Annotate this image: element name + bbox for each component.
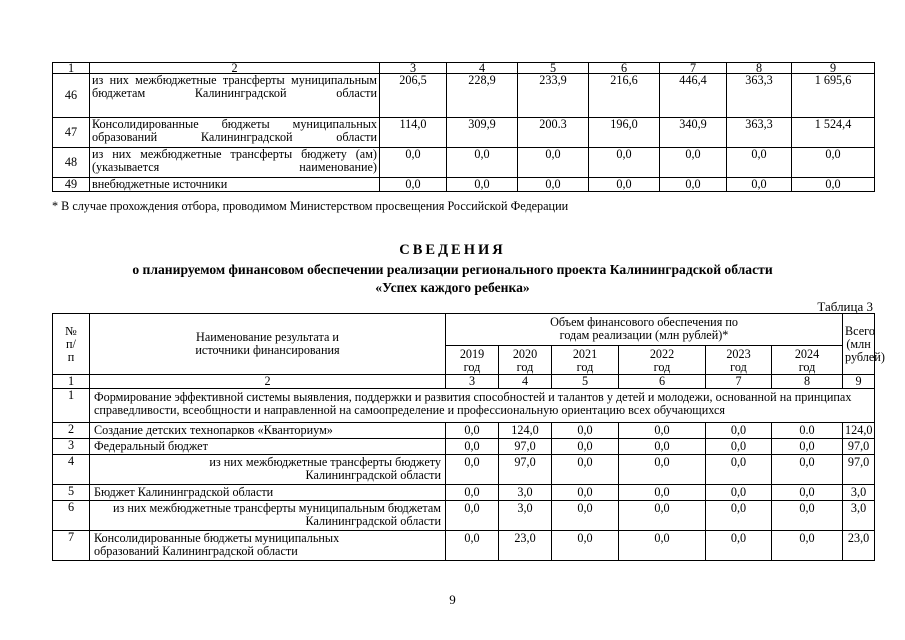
- value-cell: 0,0: [727, 178, 792, 192]
- value-cell: 0,0: [706, 531, 772, 561]
- value-cell: 0,0: [589, 178, 660, 192]
- row-name: Консолидированные бюджеты муниципальных образований Калининградской области: [90, 118, 380, 148]
- table-header-row: [53, 63, 875, 74]
- value-cell: 233,9: [518, 74, 589, 118]
- section-subtitle: о планируемом финансовом обеспечении реализации регионального проекта Калининградской области: [132, 262, 773, 277]
- value-cell: 0,0: [552, 501, 619, 531]
- column-header-num: № п/п: [53, 314, 90, 375]
- value-cell: 3,0: [499, 485, 552, 501]
- value-cell: 0,0: [552, 485, 619, 501]
- year-header: 2023 год: [706, 346, 772, 375]
- section-title: СВЕДЕНИЯ: [399, 242, 506, 258]
- table-3: [52, 313, 885, 561]
- value-cell: 0,0: [772, 531, 843, 561]
- value-cell: 363,3: [727, 74, 792, 118]
- table-row: [53, 389, 875, 423]
- column-header-name: Наименование результата и источники финансирования: [90, 314, 446, 375]
- value-cell: 0,0: [706, 485, 772, 501]
- value-cell: 0,0: [706, 501, 772, 531]
- index-cell: 7: [706, 375, 772, 389]
- table-label: Таблица 3: [817, 299, 873, 314]
- value-cell: 0,0: [706, 423, 772, 439]
- value-cell: 1 524,4: [792, 118, 875, 148]
- value-cell: 0,0: [792, 178, 875, 192]
- index-cell: 6: [619, 375, 706, 389]
- row-name: из них межбюджетные трансферты бюджету Калининградской области: [90, 455, 446, 485]
- row-number: 47: [53, 118, 90, 148]
- header-cell: 7: [660, 63, 727, 74]
- value-cell: 0,0: [446, 485, 499, 501]
- value-cell: 0,0: [792, 148, 875, 178]
- header-cell: 3: [380, 63, 447, 74]
- value-cell: 228,9: [447, 74, 518, 118]
- year-header: 2020 год: [499, 346, 552, 375]
- value-cell: 0,0: [552, 455, 619, 485]
- value-cell: 0,0: [552, 439, 619, 455]
- value-cell: 0,0: [518, 178, 589, 192]
- row-number: 49: [53, 178, 90, 192]
- row-number: 5: [53, 485, 90, 501]
- table-row: [53, 501, 875, 531]
- table-row: [53, 74, 875, 118]
- row-number: 3: [53, 439, 90, 455]
- value-cell: 97,0: [499, 439, 552, 455]
- table-row: [53, 455, 875, 485]
- row-number: 7: [53, 531, 90, 561]
- header-cell: 9: [792, 63, 875, 74]
- value-cell: 196,0: [589, 118, 660, 148]
- value-cell: 200.3: [518, 118, 589, 148]
- value-cell: 0,0: [446, 439, 499, 455]
- column-header-total: Всего (млн рублей): [843, 314, 875, 375]
- value-cell: 0,0: [380, 148, 447, 178]
- value-cell: 0,0: [619, 455, 706, 485]
- value-cell: 23,0: [843, 531, 875, 561]
- row-name: Консолидированные бюджеты муниципальных образований Калининградской области: [90, 531, 446, 561]
- value-cell: 124,0: [499, 423, 552, 439]
- row-number: 1: [53, 389, 90, 423]
- index-cell: 8: [772, 375, 843, 389]
- index-cell: 2: [90, 375, 446, 389]
- value-cell: 0,0: [660, 178, 727, 192]
- header-cell: 8: [727, 63, 792, 74]
- value-cell: 0,0: [619, 439, 706, 455]
- index-cell: 1: [53, 375, 90, 389]
- value-cell: 0,0: [447, 148, 518, 178]
- table-row: [53, 485, 875, 501]
- value-cell: 1 695,6: [792, 74, 875, 118]
- value-cell: 0,0: [518, 148, 589, 178]
- header-cell: 2: [90, 63, 380, 74]
- header-cell: 5: [518, 63, 589, 74]
- row-name: из них межбюджетные трансферты муниципальным бюджетам Калининградской области: [90, 74, 380, 118]
- value-cell: 0,0: [619, 501, 706, 531]
- page-number: 9: [449, 592, 456, 607]
- value-cell: 97,0: [843, 439, 875, 455]
- index-cell: 4: [499, 375, 552, 389]
- value-cell: 0,0: [660, 148, 727, 178]
- value-cell: 363,3: [727, 118, 792, 148]
- value-cell: 309,9: [447, 118, 518, 148]
- row-name: Бюджет Калининградской области: [90, 485, 446, 501]
- value-cell: 206,5: [380, 74, 447, 118]
- row-number: 46: [53, 74, 90, 118]
- value-cell: 0,0: [380, 178, 447, 192]
- row-name: из них межбюджетные трансферты бюджету (ам) (указывается наименование): [90, 148, 380, 178]
- value-cell: 0,0: [589, 148, 660, 178]
- index-cell: 3: [446, 375, 499, 389]
- header-cell: 1: [53, 63, 90, 74]
- year-header: 2021 год: [552, 346, 619, 375]
- financing-table-continuation: [52, 62, 875, 192]
- value-cell: 0,0: [619, 485, 706, 501]
- value-cell: 0,0: [706, 455, 772, 485]
- index-cell: 5: [552, 375, 619, 389]
- table-row: [53, 178, 875, 192]
- header-cell: 4: [447, 63, 518, 74]
- value-cell: 0,0: [727, 148, 792, 178]
- value-cell: 0,0: [446, 531, 499, 561]
- value-cell: 0,0: [772, 485, 843, 501]
- value-cell: 0,0: [619, 423, 706, 439]
- value-cell: 23,0: [499, 531, 552, 561]
- value-cell: 3,0: [843, 485, 875, 501]
- table-row: [53, 531, 875, 561]
- value-cell: 0,0: [552, 531, 619, 561]
- value-cell: 216,6: [589, 74, 660, 118]
- row-name: из них межбюджетные трансферты муниципальным бюджетам Калининградской области: [90, 501, 446, 531]
- row-name: Федеральный бюджет: [90, 439, 446, 455]
- row-number: 4: [53, 455, 90, 485]
- table-row: [53, 423, 875, 439]
- value-cell: 3,0: [843, 501, 875, 531]
- table-row: [53, 118, 875, 148]
- row-number: 2: [53, 423, 90, 439]
- footnote: * В случае прохождения отбора, проводимом Министерством просвещения Российской Федерации: [52, 199, 569, 213]
- table-header-row: [53, 314, 875, 346]
- value-cell: 0.0: [772, 423, 843, 439]
- index-row: [53, 375, 875, 389]
- row-number: 6: [53, 501, 90, 531]
- value-cell: 340,9: [660, 118, 727, 148]
- row-number: 48: [53, 148, 90, 178]
- year-header: 2024 год: [772, 346, 843, 375]
- table-row: [53, 148, 875, 178]
- value-cell: 114,0: [380, 118, 447, 148]
- project-name: «Успех каждого ребенка»: [375, 280, 530, 295]
- value-cell: 0,0: [552, 423, 619, 439]
- row-name: Создание детских технопарков «Кванториум»: [90, 423, 446, 439]
- year-header: 2019 год: [446, 346, 499, 375]
- table-row: [53, 439, 875, 455]
- value-cell: 446,4: [660, 74, 727, 118]
- value-cell: 3,0: [499, 501, 552, 531]
- value-cell: 124,0: [843, 423, 875, 439]
- index-cell: 9: [843, 375, 875, 389]
- value-cell: 97,0: [499, 455, 552, 485]
- value-cell: 0,0: [619, 531, 706, 561]
- year-header: 2022 год: [619, 346, 706, 375]
- value-cell: 0,0: [446, 423, 499, 439]
- goal-text: Формирование эффективной системы выявления, поддержки и развития способностей и талантов у детей и молодежи, основанной на принципах справедливости, всеобщности и направленной на самоопределение и профессиональную ориентацию всех обучающихся: [90, 389, 875, 423]
- column-header-volume: Объем финансового обеспечения по годам реализации (млн рублей)*: [446, 314, 843, 346]
- value-cell: 0,0: [446, 501, 499, 531]
- value-cell: 0,0: [447, 178, 518, 192]
- value-cell: 97,0: [843, 455, 875, 485]
- header-cell: 6: [589, 63, 660, 74]
- value-cell: 0,0: [772, 439, 843, 455]
- value-cell: 0,0: [772, 455, 843, 485]
- row-name: внебюджетные источники: [90, 178, 380, 192]
- value-cell: 0,0: [706, 439, 772, 455]
- value-cell: 0,0: [772, 501, 843, 531]
- value-cell: 0,0: [446, 455, 499, 485]
